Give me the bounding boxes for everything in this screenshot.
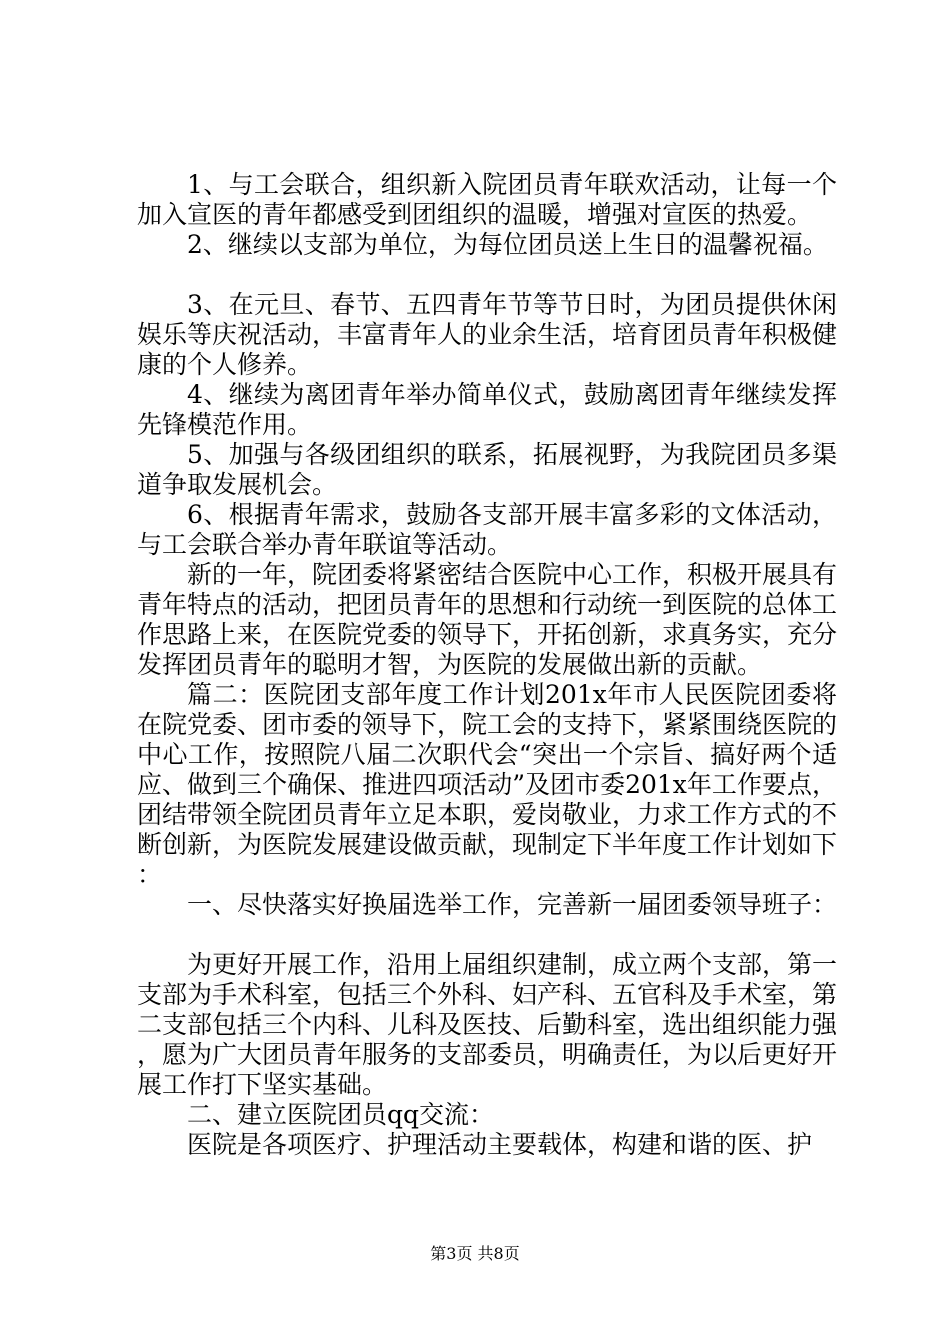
- paragraph-6: 6、根据青年需求，鼓励各支部开展丰富多彩的文体活动，与工会联合举办青年联谊等活动。: [137, 500, 837, 559]
- page-footer: 第3页 共8页: [430, 1244, 520, 1263]
- section-heading-2: 二、建立医院团员qq交流：: [187, 1100, 495, 1129]
- paragraph-10: 医院是各项医疗、护理活动主要载体，构建和谐的医、护: [187, 1130, 813, 1159]
- paragraph-gap: [137, 260, 837, 290]
- section-heading-1: 一、尽快落实好换届选举工作，完善新一届团委领导班子：: [187, 890, 838, 919]
- document-body: [137, 170, 837, 1160]
- paragraph-3: 3、在元旦、春节、五四青年节等节日时，为团员提供休闲娱乐等庆祝活动，丰富青年人的业余生活，培育团员青年积极健康的个人修养。: [137, 290, 838, 379]
- paragraph-7: 新的一年，院团委将紧密结合医院中心工作，积极开展具有青年特点的活动，把团员青年的思想和行动统一到医院的总体工作思路上来，在医院党委的领导下，开拓创新，求真务实，充分发挥团员青年的聪明才智，为医院的发展做出新的贡献。: [137, 560, 838, 679]
- paragraph-4: 4、继续为离团青年举办简单仪式，鼓励离团青年继续发挥先锋模范作用。: [137, 380, 837, 439]
- paragraph-9: 为更好开展工作，沿用上届组织建制，成立两个支部，第一支部为手术科室，包括三个外科、妇产科、五官科及手术室，第二支部包括三个内科、儿科及医技、后勤科室，选出组织能力强，愿为广大团员青年服务的支部委员，明确责任，为以后更好开展工作打下坚实基础。: [137, 950, 838, 1099]
- paragraph-1: 1、与工会联合，组织新入院团员青年联欢活动，让每一个加入宣医的青年都感受到团组织的温暖，增强对宣医的热爱。: [137, 170, 837, 229]
- paragraph-2: 2、继续以支部为单位，为每位团员送上生日的温馨祝福。: [187, 230, 828, 259]
- paragraph-8: 篇二：医院团支部年度工作计划201x年市人民医院团委将在院党委、团市委的领导下，院工会的支持下，紧紧围绕医院的中心工作，按照院八届二次职代会“突出一个宗旨、搞好两个适应、做到三个确保、推进四项活动”及团市委201x年工作要点，团结带领全院团员青年立足本职，爱岗敬业，力求工作方式的不断创新，为医院发展建设做贡献，现制定下半年度工作计划如下：: [137, 680, 838, 889]
- paragraph-5: 5、加强与各级团组织的联系，拓展视野，为我院团员多渠道争取发展机会。: [137, 440, 837, 499]
- paragraph-gap: [137, 920, 837, 950]
